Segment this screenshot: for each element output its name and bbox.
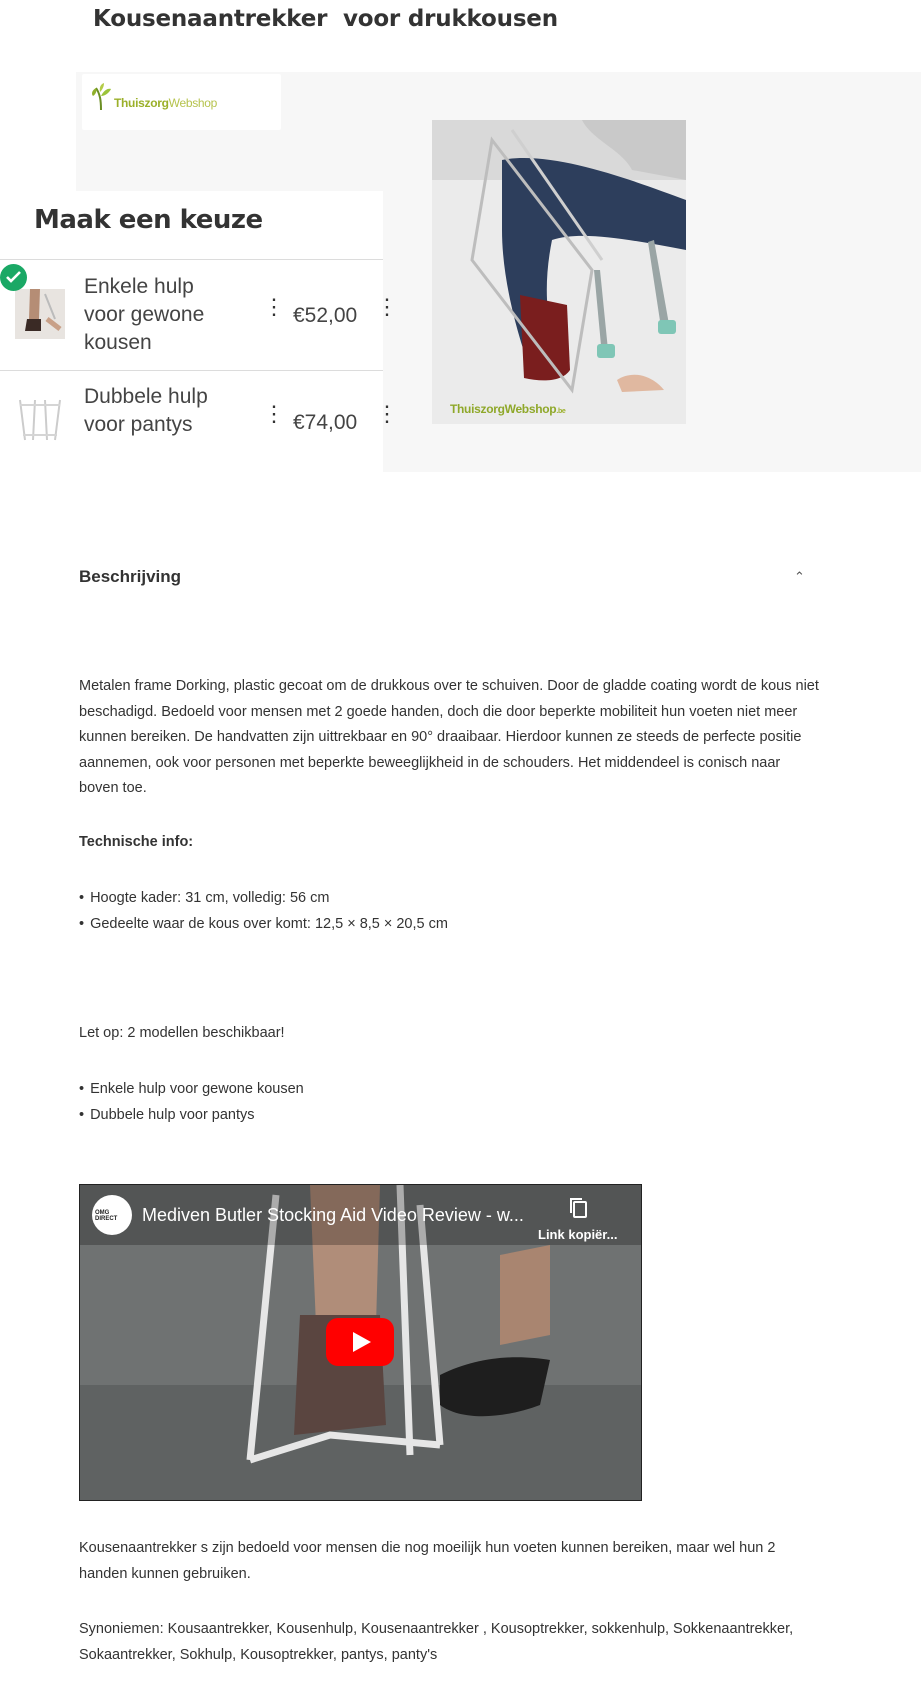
- more-vertical-icon[interactable]: ⋮: [263, 401, 285, 426]
- product-title: Kousenaantrekker voor drukkousen: [93, 6, 558, 32]
- product-photo[interactable]: [432, 120, 686, 424]
- photo-watermark: ThuiszorgWebshop.be: [450, 402, 566, 416]
- variant-thumbnail: [15, 289, 65, 339]
- description-heading[interactable]: Beschrijving: [79, 567, 182, 586]
- brand-logo: [82, 74, 281, 130]
- description-outro: Kousenaantrekker s zijn bedoeld voor mensen die nog moeilijk hun voeten kunnen bereiken, maar wel hun 2 handen kunnen gebruiken.: [79, 1540, 776, 1582]
- copy-link-label[interactable]: Link kopiër...: [538, 1227, 618, 1242]
- logo-text: ThuiszorgWebshop: [114, 96, 218, 110]
- leaf-icon: [90, 82, 112, 112]
- copy-link-icon[interactable]: [568, 1197, 588, 1219]
- chevron-up-icon[interactable]: ⌃: [794, 569, 805, 584]
- models-note: Let op: 2 modellen beschikbaar!: [79, 1025, 285, 1041]
- chooser-heading: Maak een keuze: [34, 205, 263, 235]
- more-vertical-icon[interactable]: ⋮: [376, 294, 398, 319]
- variant-label: Enkele hulp voor gewone kousen: [84, 275, 205, 354]
- channel-avatar[interactable]: OMG DIRECT: [92, 1195, 132, 1235]
- synonyms: Synoniemen: Kousaantrekker, Kousenhulp, Kousenaantrekker , Kousoptrekker, sokkenhulp, Sokkenaantrekker, Sokaantrekker, Sokhulp, Kousoptrekker, pantys, panty's: [79, 1621, 794, 1663]
- play-button[interactable]: [326, 1318, 394, 1366]
- variant-thumbnail: [15, 395, 65, 445]
- list-item: • Enkele hulp voor gewone kousen: [79, 1077, 304, 1103]
- stocking-aid-photo: [432, 120, 686, 424]
- more-vertical-icon[interactable]: ⋮: [263, 294, 285, 319]
- variant-price: €52,00: [293, 304, 358, 327]
- variant-price: €74,00: [293, 411, 358, 434]
- list-item: • Gedeelte waar de kous over komt: 12,5 × 8,5 × 20,5 cm: [79, 912, 448, 938]
- variant-option-double[interactable]: [0, 371, 398, 471]
- models-list: [79, 1077, 304, 1128]
- youtube-video-embed[interactable]: [79, 1184, 642, 1501]
- variant-label: Dubbele hulp voor pantys: [84, 385, 208, 436]
- list-item: • Dubbele hulp voor pantys: [79, 1103, 304, 1129]
- selected-check-icon: [0, 264, 27, 291]
- description-intro: Metalen frame Dorking, plastic gecoat om de drukkous over te schuiven. Door de gladde coating wordt de kous niet beschadigd. Bedoeld voor mensen met 2 goede handen, doch die door beperkte mobiliteit hun voeten niet meer kunnen bereiken. De handvatten zijn uittrekbaar en 90° draaibaar. Hierdoor kunnen ze steeds de perfecte positie aannemen, ook voor personen met beperkte beweeglijkheid in de schouders. Het middendeel is conisch naar boven toe.: [79, 678, 819, 796]
- video-title[interactable]: Mediven Butler Stocking Aid Video Review - w...: [142, 1205, 524, 1225]
- list-item: • Hoogte kader: 31 cm, volledig: 56 cm: [79, 886, 448, 912]
- tech-info-list: [79, 886, 448, 937]
- variant-chooser: [0, 191, 398, 472]
- variant-option-single[interactable]: [0, 259, 398, 370]
- tech-info-heading: Technische info:: [79, 834, 194, 850]
- more-vertical-icon[interactable]: ⋮: [376, 401, 398, 426]
